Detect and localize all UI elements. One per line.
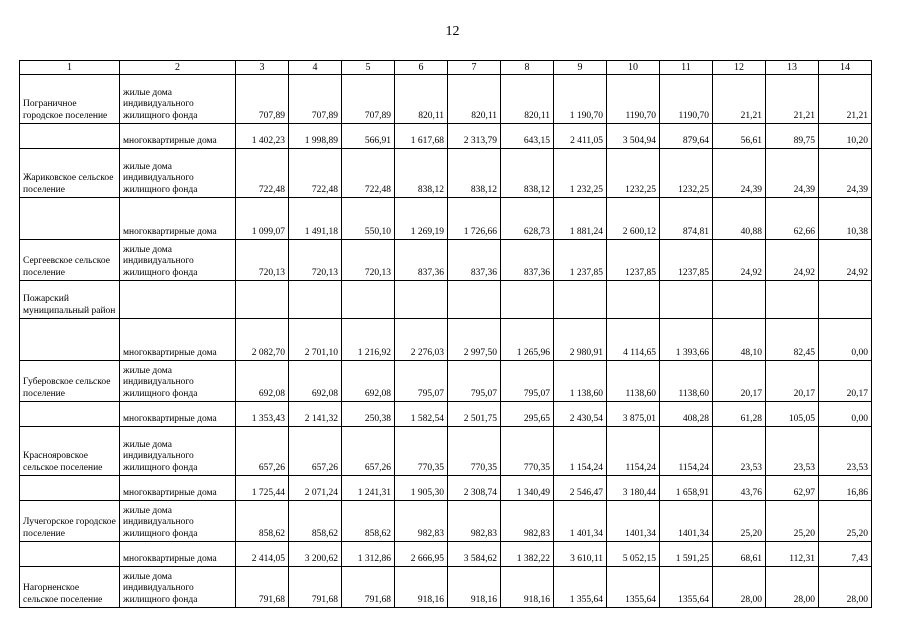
value-cell: 68,61 xyxy=(713,542,766,567)
value-cell: 1232,25 xyxy=(660,149,713,198)
value-cell: 1154,24 xyxy=(607,427,660,476)
value-cell: 24,39 xyxy=(713,149,766,198)
value-cell: 643,15 xyxy=(501,124,554,149)
value-cell: 657,26 xyxy=(342,427,395,476)
value-cell: 24,39 xyxy=(766,149,819,198)
value-cell: 2 600,12 xyxy=(607,198,660,240)
value-cell: 2 276,03 xyxy=(395,319,448,361)
header-cell: 6 xyxy=(395,61,448,75)
value-cell: 1 881,24 xyxy=(554,198,607,240)
municipality-cell xyxy=(20,476,120,501)
header-cell: 12 xyxy=(713,61,766,75)
header-cell: 4 xyxy=(289,61,342,75)
value-cell: 61,28 xyxy=(713,402,766,427)
value-cell: 1 353,43 xyxy=(236,402,289,427)
value-cell xyxy=(819,281,872,319)
value-cell: 21,21 xyxy=(713,75,766,124)
value-cell: 837,36 xyxy=(448,240,501,281)
value-cell xyxy=(607,281,660,319)
value-cell: 2 980,91 xyxy=(554,319,607,361)
value-cell: 1 401,34 xyxy=(554,501,607,542)
housing-type-cell: многоквартирные дома xyxy=(120,319,236,361)
table-row xyxy=(20,402,872,427)
value-cell xyxy=(395,281,448,319)
table-row xyxy=(20,476,872,501)
value-cell: 408,28 xyxy=(660,402,713,427)
value-cell: 1138,60 xyxy=(660,361,713,402)
value-cell: 3 610,11 xyxy=(554,542,607,567)
value-cell: 1 237,85 xyxy=(554,240,607,281)
value-cell: 20,17 xyxy=(819,361,872,402)
value-cell: 2 411,05 xyxy=(554,124,607,149)
value-cell: 707,89 xyxy=(236,75,289,124)
value-cell: 858,62 xyxy=(236,501,289,542)
value-cell: 5 052,15 xyxy=(607,542,660,567)
value-cell: 918,16 xyxy=(448,567,501,608)
value-cell: 982,83 xyxy=(448,501,501,542)
value-cell: 40,88 xyxy=(713,198,766,240)
municipality-cell: Губеровское сельское поселение xyxy=(20,361,120,402)
value-cell: 1190,70 xyxy=(660,75,713,124)
housing-type-cell: многоквартирные дома xyxy=(120,124,236,149)
value-cell: 1 582,54 xyxy=(395,402,448,427)
municipality-cell: Краснояровское сельское поселение xyxy=(20,427,120,476)
value-cell: 1190,70 xyxy=(607,75,660,124)
value-cell: 707,89 xyxy=(289,75,342,124)
value-cell: 1154,24 xyxy=(660,427,713,476)
value-cell: 295,65 xyxy=(501,402,554,427)
header-cell: 13 xyxy=(766,61,819,75)
value-cell: 16,86 xyxy=(819,476,872,501)
value-cell: 1 099,07 xyxy=(236,198,289,240)
value-cell: 837,36 xyxy=(501,240,554,281)
value-cell: 1 725,44 xyxy=(236,476,289,501)
value-cell: 770,35 xyxy=(395,427,448,476)
value-cell: 2 701,10 xyxy=(289,319,342,361)
value-cell: 791,68 xyxy=(236,567,289,608)
value-cell: 3 584,62 xyxy=(448,542,501,567)
value-cell: 1237,85 xyxy=(607,240,660,281)
value-cell: 2 141,32 xyxy=(289,402,342,427)
value-cell: 25,20 xyxy=(713,501,766,542)
value-cell: 838,12 xyxy=(501,149,554,198)
value-cell: 2 414,05 xyxy=(236,542,289,567)
value-cell: 20,17 xyxy=(766,361,819,402)
value-cell: 1 998,89 xyxy=(289,124,342,149)
value-cell: 1 591,25 xyxy=(660,542,713,567)
page-number: 12 xyxy=(445,24,460,39)
value-cell: 1138,60 xyxy=(607,361,660,402)
value-cell: 1 726,66 xyxy=(448,198,501,240)
value-cell: 23,53 xyxy=(819,427,872,476)
header-cell: 1 xyxy=(20,61,120,75)
value-cell: 0,00 xyxy=(819,319,872,361)
value-cell: 2 546,47 xyxy=(554,476,607,501)
value-cell: 48,10 xyxy=(713,319,766,361)
value-cell: 2 997,50 xyxy=(448,319,501,361)
header-cell: 8 xyxy=(501,61,554,75)
value-cell: 982,83 xyxy=(395,501,448,542)
housing-type-cell: жилые дома индивидуального жилищного фонда xyxy=(120,240,236,281)
value-cell: 7,43 xyxy=(819,542,872,567)
table-row xyxy=(20,240,872,281)
housing-type-cell: многоквартирные дома xyxy=(120,198,236,240)
value-cell: 1 617,68 xyxy=(395,124,448,149)
value-cell: 820,11 xyxy=(448,75,501,124)
housing-type-cell xyxy=(120,281,236,319)
value-cell: 89,75 xyxy=(766,124,819,149)
header-cell: 7 xyxy=(448,61,501,75)
value-cell: 722,48 xyxy=(342,149,395,198)
municipality-cell xyxy=(20,402,120,427)
tariff-table xyxy=(19,60,872,608)
table-row xyxy=(20,319,872,361)
value-cell: 2 430,54 xyxy=(554,402,607,427)
value-cell: 2 313,79 xyxy=(448,124,501,149)
value-cell: 795,07 xyxy=(501,361,554,402)
value-cell: 1355,64 xyxy=(607,567,660,608)
header-cell: 5 xyxy=(342,61,395,75)
value-cell: 770,35 xyxy=(501,427,554,476)
value-cell: 1 312,86 xyxy=(342,542,395,567)
housing-type-cell: многоквартирные дома xyxy=(120,402,236,427)
housing-type-cell: многоквартирные дома xyxy=(120,542,236,567)
value-cell: 1 154,24 xyxy=(554,427,607,476)
value-cell: 918,16 xyxy=(395,567,448,608)
value-cell xyxy=(501,281,554,319)
value-cell: 250,38 xyxy=(342,402,395,427)
value-cell: 2 666,95 xyxy=(395,542,448,567)
housing-type-cell: жилые дома индивидуального жилищного фонда xyxy=(120,427,236,476)
value-cell xyxy=(766,281,819,319)
value-cell: 20,17 xyxy=(713,361,766,402)
value-cell: 858,62 xyxy=(342,501,395,542)
value-cell xyxy=(289,281,342,319)
value-cell: 628,73 xyxy=(501,198,554,240)
value-cell: 82,45 xyxy=(766,319,819,361)
table-row xyxy=(20,501,872,542)
value-cell: 1 340,49 xyxy=(501,476,554,501)
value-cell: 1 905,30 xyxy=(395,476,448,501)
value-cell: 1355,64 xyxy=(660,567,713,608)
value-cell: 722,48 xyxy=(236,149,289,198)
value-cell: 838,12 xyxy=(448,149,501,198)
municipality-cell xyxy=(20,124,120,149)
table-row xyxy=(20,281,872,319)
value-cell: 795,07 xyxy=(448,361,501,402)
value-cell: 56,61 xyxy=(713,124,766,149)
value-cell: 28,00 xyxy=(713,567,766,608)
value-cell: 1 138,60 xyxy=(554,361,607,402)
value-cell: 550,10 xyxy=(342,198,395,240)
value-cell: 10,38 xyxy=(819,198,872,240)
value-cell: 720,13 xyxy=(289,240,342,281)
value-cell: 28,00 xyxy=(766,567,819,608)
value-cell: 1 190,70 xyxy=(554,75,607,124)
header-cell: 10 xyxy=(607,61,660,75)
housing-type-cell: жилые дома индивидуального жилищного фонда xyxy=(120,567,236,608)
value-cell: 2 082,70 xyxy=(236,319,289,361)
value-cell: 23,53 xyxy=(713,427,766,476)
value-cell: 982,83 xyxy=(501,501,554,542)
value-cell: 1 355,64 xyxy=(554,567,607,608)
value-cell: 1 265,96 xyxy=(501,319,554,361)
value-cell: 1 402,23 xyxy=(236,124,289,149)
value-cell xyxy=(554,281,607,319)
value-cell: 692,08 xyxy=(236,361,289,402)
value-cell: 1232,25 xyxy=(607,149,660,198)
value-cell xyxy=(713,281,766,319)
municipality-cell: Пожарский муниципальный район xyxy=(20,281,120,319)
value-cell: 3 180,44 xyxy=(607,476,660,501)
municipality-cell: Нагорненское сельское поселение xyxy=(20,567,120,608)
table-row xyxy=(20,361,872,402)
table-row xyxy=(20,567,872,608)
value-cell: 657,26 xyxy=(289,427,342,476)
value-cell: 858,62 xyxy=(289,501,342,542)
value-cell: 25,20 xyxy=(819,501,872,542)
value-cell: 3 200,62 xyxy=(289,542,342,567)
value-cell: 720,13 xyxy=(342,240,395,281)
municipality-cell: Сергеевское сельское поселение xyxy=(20,240,120,281)
value-cell: 1401,34 xyxy=(660,501,713,542)
header-row xyxy=(20,61,872,75)
value-cell: 791,68 xyxy=(289,567,342,608)
value-cell: 657,26 xyxy=(236,427,289,476)
municipality-cell: Пограничное городское поселение xyxy=(20,75,120,124)
table-row xyxy=(20,149,872,198)
value-cell: 820,11 xyxy=(395,75,448,124)
value-cell: 720,13 xyxy=(236,240,289,281)
table-row xyxy=(20,198,872,240)
municipality-cell: Лучегорское городское поселение xyxy=(20,501,120,542)
value-cell: 105,05 xyxy=(766,402,819,427)
header-cell: 11 xyxy=(660,61,713,75)
value-cell: 1401,34 xyxy=(607,501,660,542)
value-cell: 566,91 xyxy=(342,124,395,149)
value-cell: 791,68 xyxy=(342,567,395,608)
housing-type-cell: жилые дома индивидуального жилищного фонда xyxy=(120,149,236,198)
value-cell: 879,64 xyxy=(660,124,713,149)
value-cell xyxy=(448,281,501,319)
value-cell: 837,36 xyxy=(395,240,448,281)
value-cell: 820,11 xyxy=(501,75,554,124)
housing-type-cell: жилые дома индивидуального жилищного фонда xyxy=(120,501,236,542)
value-cell xyxy=(342,281,395,319)
housing-type-cell: многоквартирные дома xyxy=(120,476,236,501)
value-cell: 1 241,31 xyxy=(342,476,395,501)
value-cell: 23,53 xyxy=(766,427,819,476)
value-cell xyxy=(236,281,289,319)
table-row xyxy=(20,427,872,476)
value-cell: 1 382,22 xyxy=(501,542,554,567)
value-cell: 707,89 xyxy=(342,75,395,124)
housing-type-cell: жилые дома индивидуального жилищного фонда xyxy=(120,75,236,124)
value-cell: 10,20 xyxy=(819,124,872,149)
header-cell: 14 xyxy=(819,61,872,75)
value-cell: 2 071,24 xyxy=(289,476,342,501)
header-cell: 2 xyxy=(120,61,236,75)
value-cell: 24,92 xyxy=(713,240,766,281)
value-cell: 1 269,19 xyxy=(395,198,448,240)
value-cell: 1 393,66 xyxy=(660,319,713,361)
value-cell: 795,07 xyxy=(395,361,448,402)
municipality-cell xyxy=(20,319,120,361)
municipality-cell: Жариковское сельское поселение xyxy=(20,149,120,198)
value-cell: 770,35 xyxy=(448,427,501,476)
value-cell: 918,16 xyxy=(501,567,554,608)
value-cell: 3 504,94 xyxy=(607,124,660,149)
value-cell: 21,21 xyxy=(766,75,819,124)
header-cell: 3 xyxy=(236,61,289,75)
value-cell: 21,21 xyxy=(819,75,872,124)
value-cell: 874,81 xyxy=(660,198,713,240)
value-cell: 1 232,25 xyxy=(554,149,607,198)
value-cell: 4 114,65 xyxy=(607,319,660,361)
value-cell: 0,00 xyxy=(819,402,872,427)
housing-type-cell: жилые дома индивидуального жилищного фонда xyxy=(120,361,236,402)
value-cell: 62,97 xyxy=(766,476,819,501)
value-cell: 24,92 xyxy=(766,240,819,281)
value-cell: 2 308,74 xyxy=(448,476,501,501)
value-cell: 692,08 xyxy=(289,361,342,402)
value-cell: 112,31 xyxy=(766,542,819,567)
municipality-cell xyxy=(20,542,120,567)
value-cell: 28,00 xyxy=(819,567,872,608)
table-row xyxy=(20,542,872,567)
table-row xyxy=(20,124,872,149)
value-cell: 722,48 xyxy=(289,149,342,198)
value-cell: 1 216,92 xyxy=(342,319,395,361)
header-cell: 9 xyxy=(554,61,607,75)
value-cell: 2 501,75 xyxy=(448,402,501,427)
value-cell: 43,76 xyxy=(713,476,766,501)
municipality-cell xyxy=(20,198,120,240)
value-cell: 25,20 xyxy=(766,501,819,542)
value-cell: 62,66 xyxy=(766,198,819,240)
value-cell: 24,92 xyxy=(819,240,872,281)
value-cell: 1 658,91 xyxy=(660,476,713,501)
value-cell: 1 491,18 xyxy=(289,198,342,240)
value-cell: 24,39 xyxy=(819,149,872,198)
value-cell: 3 875,01 xyxy=(607,402,660,427)
table-row xyxy=(20,75,872,124)
value-cell: 838,12 xyxy=(395,149,448,198)
value-cell: 1237,85 xyxy=(660,240,713,281)
value-cell: 692,08 xyxy=(342,361,395,402)
value-cell xyxy=(660,281,713,319)
